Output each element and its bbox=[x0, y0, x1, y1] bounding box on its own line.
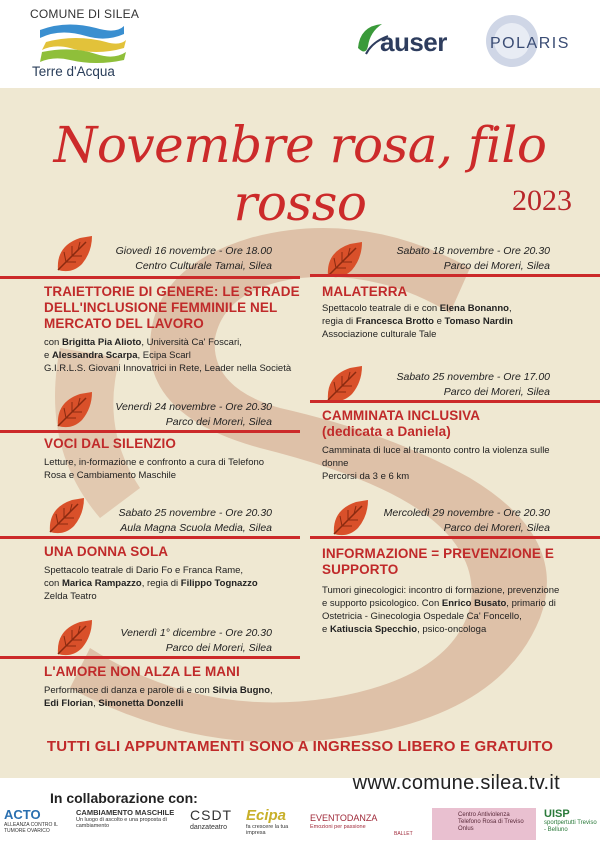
partner-telefono-rosa-logo: Centro Antiviolenza Telefono Rosa di Treviso Onlus bbox=[432, 808, 536, 840]
event-date: Giovedì 16 novembre - Ore 18.00 bbox=[115, 245, 272, 257]
desc-line: Performance di danza e parole di e con Silvia Bugno, bbox=[44, 685, 273, 696]
desc-line: e supporto psicologico. Con Enrico Busato, primario di bbox=[322, 598, 556, 609]
title-line: CAMMINATA INCLUSIVA bbox=[322, 408, 481, 423]
event-5-desc bbox=[44, 564, 304, 603]
bottom-section bbox=[0, 772, 600, 844]
event-1-title bbox=[44, 284, 304, 332]
event-6-title bbox=[322, 546, 582, 578]
title-line: L'AMORE NON ALZA LE MANI bbox=[44, 664, 240, 679]
desc-line: Letture, in-formazione e confronto a cura di Telefono bbox=[44, 457, 265, 468]
title-line: SUPPORTO bbox=[322, 562, 399, 577]
partner-csdt-logo: CSDT danzateatro bbox=[190, 808, 233, 831]
event-2-desc bbox=[322, 302, 572, 341]
desc-line: Associazione culturale Tale bbox=[322, 329, 437, 340]
event-1-when bbox=[100, 244, 272, 274]
leaf-icon bbox=[52, 388, 96, 432]
divider bbox=[0, 430, 300, 433]
desc-line: G.I.R.L.S. Giovani Innovatrici in Rete, Leader nella Società bbox=[44, 363, 292, 374]
partner-ecipa-logo: Ecipa fa crescere la tua impresa bbox=[246, 808, 289, 836]
title-line: TRAIETTORIE DI GENERE: LE STRADE bbox=[44, 284, 300, 299]
auser-label: auser bbox=[380, 27, 447, 57]
website-link[interactable]: www.comune.silea.tv.it bbox=[352, 772, 560, 794]
partner-cambiamento-maschile-logo: CAMBIAMENTO MASCHILE Un luogo di ascolto e una proposta di cambiamento bbox=[76, 808, 175, 829]
program-panel bbox=[0, 88, 600, 778]
event-place: Aula Magna Scuola Media, Silea bbox=[120, 522, 272, 534]
divider bbox=[0, 276, 300, 279]
desc-line: regia di Francesca Brotto e Tomaso Nardin bbox=[322, 316, 513, 327]
leaf-icon bbox=[328, 496, 372, 540]
event-3-desc bbox=[44, 456, 304, 482]
event-4-title bbox=[322, 408, 572, 440]
event-7-when bbox=[100, 626, 272, 656]
event-place: Parco dei Moreri, Silea bbox=[443, 522, 550, 534]
event-6-when bbox=[372, 506, 550, 536]
polaris-logo bbox=[484, 14, 594, 68]
event-6-desc bbox=[322, 584, 582, 636]
event-date: Mercoledì 29 novembre - Ore 20.30 bbox=[383, 507, 550, 519]
desc-line: Camminata di luce al tramonto contro la violenza sulle bbox=[322, 445, 550, 456]
divider bbox=[0, 536, 300, 539]
partner-ballet-logo: BALLET bbox=[394, 831, 413, 837]
desc-line: Tumori ginecologici: incontro di formazione, prevenzione bbox=[322, 585, 560, 596]
free-entry-note: TUTTI GLI APPUNTAMENTI SONO A INGRESSO LIBERO E GRATUITO bbox=[46, 738, 554, 755]
desc-line: con Marica Rampazzo, regia di Filippo Tognazzo bbox=[44, 578, 258, 589]
desc-line: con Brigitta Pia Alioto, Università Ca' Foscari, bbox=[44, 337, 242, 348]
auser-logo bbox=[352, 18, 464, 62]
title-line: VOCI DAL SILENZIO bbox=[44, 436, 176, 451]
terre-dacqua-logo bbox=[36, 20, 128, 64]
partner-acto-logo: ACTO ALLEANZA CONTRO IL TUMORE OVARICO bbox=[4, 808, 58, 834]
event-place: Centro Culturale Tamai, Silea bbox=[135, 260, 272, 272]
title-line: UNA DONNA SOLA bbox=[44, 544, 169, 559]
desc-line: e Katiuscia Specchio, psico-oncologa bbox=[322, 624, 487, 635]
comune-label: COMUNE DI SILEA bbox=[30, 7, 140, 21]
desc-line: Spettacolo teatrale di Dario Fo e Franca Rame, bbox=[44, 565, 244, 576]
event-place: Parco dei Moreri, Silea bbox=[443, 386, 550, 398]
event-date: Venerdì 24 novembre - Ore 20.30 bbox=[115, 401, 272, 413]
title-line: (dedicata a Daniela) bbox=[322, 424, 451, 439]
main-title: Novembre rosa, filo rosso bbox=[53, 116, 547, 232]
title-line: INFORMAZIONE = PREVENZIONE E bbox=[322, 546, 554, 561]
leaf-icon bbox=[52, 616, 96, 660]
desc-line: Edi Florian, Simonetta Donzelli bbox=[44, 698, 184, 709]
event-2-when bbox=[376, 244, 550, 274]
leaf-icon bbox=[44, 494, 88, 538]
desc-line: donne bbox=[322, 458, 349, 469]
event-7-title bbox=[44, 664, 304, 680]
desc-line: Spettacolo teatrale di e con Elena Bonanno, bbox=[322, 303, 512, 314]
desc-line: Zelda Teatro bbox=[44, 591, 97, 602]
divider bbox=[310, 274, 600, 277]
event-place: Parco dei Moreri, Silea bbox=[165, 416, 272, 428]
event-3-title bbox=[44, 436, 304, 452]
terre-dacqua-label: Terre d'Acqua bbox=[32, 64, 115, 79]
polaris-label: POLARIS bbox=[490, 35, 570, 52]
title-line: DELL'INCLUSIONE FEMMINILE NEL bbox=[44, 300, 278, 315]
desc-line: e Alessandra Scarpa, Ecipa Scarl bbox=[44, 350, 191, 361]
event-date: Venerdì 1° dicembre - Ore 20.30 bbox=[120, 627, 272, 639]
year: 2023 bbox=[512, 184, 572, 217]
event-7-desc bbox=[44, 684, 304, 710]
partner-logos bbox=[0, 808, 600, 842]
leaf-icon bbox=[52, 232, 96, 276]
title-line: MERCATO DEL LAVORO bbox=[44, 316, 204, 331]
event-1-desc bbox=[44, 336, 304, 375]
event-place: Parco dei Moreri, Silea bbox=[443, 260, 550, 272]
collab-label: In collaborazione con: bbox=[50, 790, 198, 806]
partner-uisp-logo: UISP sportpertutti Treviso - Belluno bbox=[544, 808, 597, 833]
title-line: MALATERRA bbox=[322, 284, 408, 299]
desc-line: Ostetricia - Ginecologia Ospedale Ca' Foncello, bbox=[322, 611, 522, 622]
desc-line: Percorsi da 3 e 6 km bbox=[322, 471, 410, 482]
event-place: Parco dei Moreri, Silea bbox=[165, 642, 272, 654]
partner-eventodanza-logo: EVENTODANZA Emozioni per passione bbox=[310, 813, 378, 830]
divider bbox=[0, 656, 300, 659]
event-3-when bbox=[100, 400, 272, 430]
header bbox=[0, 0, 600, 88]
desc-line: Rosa e Cambiamento Maschile bbox=[44, 470, 177, 481]
event-date: Sabato 25 novembre - Ore 17.00 bbox=[396, 371, 550, 383]
event-4-when bbox=[376, 370, 550, 400]
event-date: Sabato 18 novembre - Ore 20.30 bbox=[396, 245, 550, 257]
divider bbox=[310, 400, 600, 403]
event-4-desc bbox=[322, 444, 572, 483]
event-5-title bbox=[44, 544, 304, 560]
divider bbox=[310, 536, 600, 539]
event-5-when bbox=[96, 506, 272, 536]
event-date: Sabato 25 novembre - Ore 20.30 bbox=[118, 507, 272, 519]
event-2-title bbox=[322, 284, 572, 300]
